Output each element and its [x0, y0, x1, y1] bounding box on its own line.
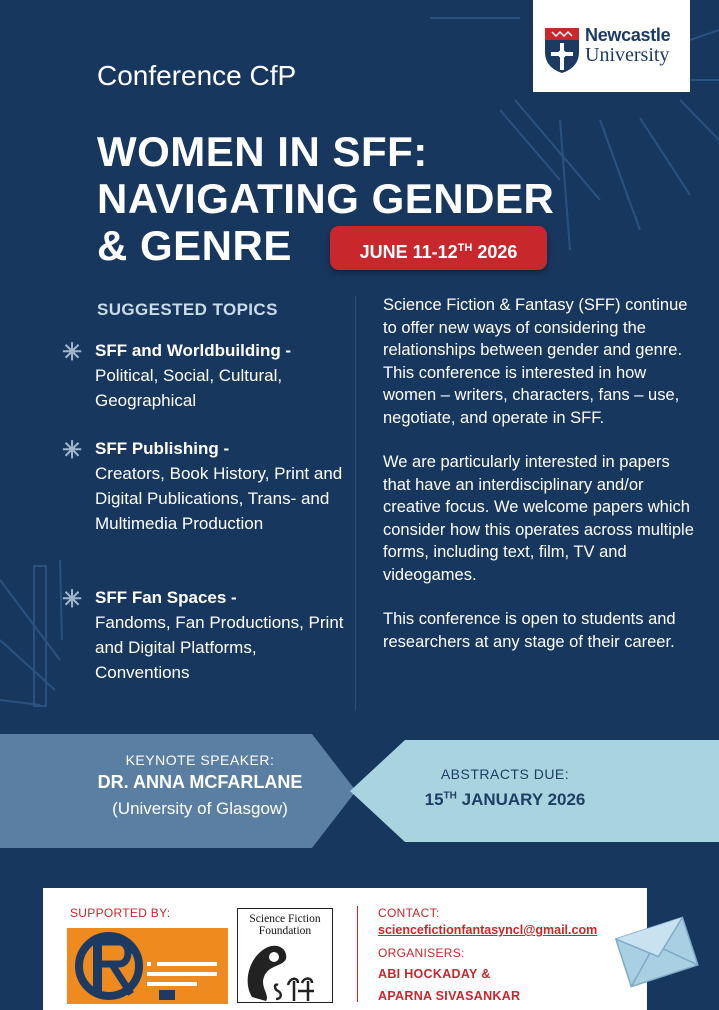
- asterisk-icon: ✳: [62, 437, 83, 464]
- footer-divider: [357, 906, 358, 1002]
- description-text: [383, 294, 698, 675]
- topic-title: SFF Fan Spaces -: [95, 588, 237, 607]
- date-suffix: TH: [457, 242, 473, 254]
- topic-title: SFF Publishing -: [95, 439, 230, 458]
- sff-logo-line-1: Science Fiction: [249, 913, 321, 925]
- topic-detail: Political, Social, Cultural, Geographical: [95, 366, 283, 410]
- science-fiction-foundation-logo: [237, 908, 333, 1003]
- abstracts-label: ABSTRACTS DUE:: [440, 766, 570, 782]
- date-year: 2026: [477, 242, 518, 262]
- topic-item-worldbuilding: [95, 338, 350, 413]
- keynote-affiliation: (University of Glasgow): [112, 799, 288, 818]
- grg-logo-graphic: [67, 928, 228, 1004]
- contact-email-link[interactable]: sciencefictionfantasyncl@gmail.com: [378, 923, 598, 937]
- asterisk-icon: ✳: [62, 339, 83, 366]
- title-line-2: NAVIGATING GENDER: [97, 175, 555, 222]
- abstracts-suffix: TH: [443, 790, 457, 802]
- description-paragraph-2: We are particularly interested in papers that have an interdisciplinary and/or creative focus. We welcome papers which consider how this operates across multiple forms, including text, film, TV and videogames.: [383, 453, 694, 584]
- conference-cfp-label: Conference CfP: [97, 60, 297, 91]
- logo-text-university: University: [585, 44, 670, 66]
- topic-item-fan-spaces: [95, 585, 350, 685]
- logo-text-newcastle: Newcastle: [585, 25, 671, 45]
- topic-detail: Creators, Book History, Print and Digital Publications, Trans- and Multimedia Production: [95, 464, 343, 533]
- description-paragraph-1: Science Fiction & Fantasy (SFF) continue to offer new ways of considering the relationships between gender and genre. This conference is interested in how women – writers, characters, fans – use, negotiate, and operate in SFF.: [383, 296, 688, 427]
- abstracts-date: [400, 790, 610, 810]
- keynote-label: KEYNOTE SPEAKER:: [125, 752, 275, 768]
- footer-panel: [43, 888, 647, 1010]
- asterisk-icon: ✳: [62, 586, 83, 613]
- organiser-1: ABI HOCKADAY &: [378, 967, 491, 981]
- newcastle-university-logo: [533, 0, 690, 92]
- abstracts-month-year: JANUARY 2026: [461, 790, 586, 809]
- event-date-badge: [330, 226, 547, 270]
- title-line-3: & GENRE: [97, 222, 292, 269]
- sff-logo-graphic: [238, 937, 332, 1003]
- topic-item-publishing: [95, 436, 350, 536]
- organiser-2: APARNA SIVASANKAR: [378, 989, 521, 1003]
- gender-research-group-logo: [67, 928, 228, 1004]
- organisers-names: [378, 963, 520, 1007]
- keynote-name: DR. ANNA MCFARLANE: [97, 772, 303, 792]
- organisers-label: ORGANISERS:: [378, 946, 465, 960]
- keynote-speaker-block: [60, 752, 340, 819]
- topic-title: SFF and Worldbuilding -: [95, 341, 292, 360]
- abstracts-due-block: [400, 766, 610, 810]
- supported-by-label: SUPPORTED BY:: [70, 906, 171, 920]
- sff-logo-line-2: Foundation: [258, 925, 312, 937]
- envelope-icon: [610, 912, 710, 992]
- date-main: JUNE 11-12: [359, 242, 458, 262]
- contact-label: CONTACT:: [378, 906, 440, 920]
- topic-detail: Fandoms, Fan Productions, Print and Digital Platforms, Conventions: [95, 613, 344, 682]
- shield-icon: [543, 26, 581, 74]
- column-divider: [355, 296, 356, 710]
- description-paragraph-3: This conference is open to students and researchers at any stage of their career.: [383, 610, 676, 651]
- sff-logo-text: [238, 913, 332, 937]
- abstracts-day: 15: [424, 790, 444, 809]
- title-line-1: WOMEN IN SFF:: [97, 128, 428, 175]
- suggested-topics-heading: SUGGESTED TOPICS: [97, 300, 278, 319]
